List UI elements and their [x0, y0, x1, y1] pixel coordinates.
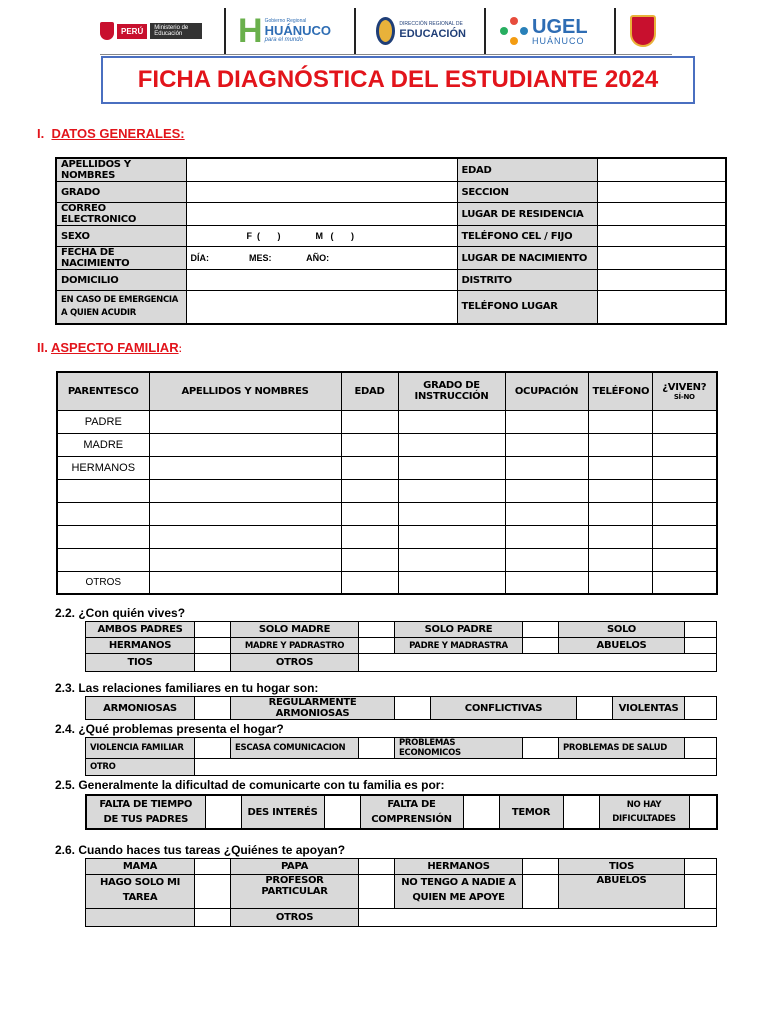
option-label: SOLO: [559, 622, 685, 638]
question-2-3: 2.3. Las relaciones familiares en tu hogar son:: [55, 681, 319, 695]
checkbox-cell[interactable]: [359, 859, 395, 875]
table-cell[interactable]: [652, 410, 717, 433]
table-row: [86, 759, 717, 776]
checkbox-cell[interactable]: [359, 622, 395, 638]
checkbox-cell[interactable]: [195, 859, 231, 875]
table-row: [86, 697, 717, 720]
educacion-label: EDUCACIÓN: [399, 27, 466, 40]
option-label: REGULARMENTE ARMONIOSAS: [231, 697, 395, 720]
table-cell[interactable]: [505, 479, 588, 502]
option-label: AMBOS PADRES: [86, 622, 195, 638]
checkbox-cell[interactable]: [689, 795, 717, 829]
checkbox-cell[interactable]: [523, 738, 559, 759]
table-cell[interactable]: [505, 502, 588, 525]
dre-label: DIRECCIÓN REGIONAL DE: [399, 21, 463, 28]
option-label: OTROS: [231, 654, 359, 672]
table-cell[interactable]: [652, 456, 717, 479]
q26-table: [85, 858, 717, 927]
option-label: NO TENGO A NADIE A QUIEN ME APOYE: [395, 875, 523, 909]
checkbox-cell[interactable]: [395, 697, 431, 720]
q24-table: [85, 737, 717, 776]
checkbox-cell[interactable]: [523, 875, 559, 909]
option-label: VIOLENTAS: [613, 697, 685, 720]
huanuco-label: HUÁNUCO: [264, 23, 332, 38]
option-label: PROBLEMAS DE SALUD: [559, 738, 685, 759]
table-cell[interactable]: [149, 410, 341, 433]
table-cell[interactable]: [149, 433, 341, 456]
field-label: EN CASO DE EMERGENCIA A QUIEN ACUDIR: [56, 291, 186, 324]
table-cell[interactable]: [341, 479, 398, 502]
domicilio-field[interactable]: [186, 270, 457, 291]
field-label: FECHA DE NACIMIENTO: [56, 247, 186, 270]
option-label: MADRE Y PADRASTRO: [231, 638, 359, 654]
row-label: [57, 502, 149, 525]
gob-regional-label: Gobierno Regional: [264, 18, 307, 24]
question-2-5: 2.5. Generalmente la dificultad de comunicarte con tu familia es por:: [55, 778, 445, 792]
logo-separator: [484, 8, 486, 54]
ugel-people-icon: [500, 17, 528, 45]
option-label: TEMOR: [499, 795, 563, 829]
table-cell[interactable]: [398, 433, 505, 456]
section-2-colon: :: [178, 344, 182, 355]
checkbox-cell[interactable]: [685, 638, 717, 654]
table-cell[interactable]: [505, 433, 588, 456]
option-label: OTRO: [86, 759, 195, 776]
checkbox-cell[interactable]: [195, 638, 231, 654]
table-cell[interactable]: [341, 571, 398, 594]
table-row: [86, 875, 717, 909]
otro-field[interactable]: [195, 759, 717, 776]
option-label: HERMANOS: [86, 638, 195, 654]
table-cell[interactable]: [588, 456, 652, 479]
column-header: [652, 372, 717, 410]
correo-field[interactable]: [186, 203, 457, 226]
field-label: LUGAR DE RESIDENCIA: [457, 203, 597, 226]
option-label: PROBLEMAS ECONOMICOS: [395, 738, 523, 759]
field-label: DISTRITO: [457, 270, 597, 291]
table-row: [56, 226, 726, 247]
shield-icon: [630, 15, 656, 47]
section-1-title: DATOS GENERALES:: [51, 126, 185, 141]
table-row: [86, 638, 717, 654]
gobierno-regional-huanuco-logo: [238, 10, 346, 52]
table-cell[interactable]: [341, 433, 398, 456]
row-label: OTROS: [57, 571, 149, 594]
column-header: PARENTESCO: [57, 372, 149, 410]
column-header: EDAD: [341, 372, 398, 410]
column-header: OCUPACIÓN: [505, 372, 588, 410]
field-label: EDAD: [457, 158, 597, 182]
ugel-logo: [500, 10, 600, 52]
table-row: [57, 479, 717, 502]
table-row: [56, 158, 726, 182]
table-cell[interactable]: [398, 525, 505, 548]
option-label: FALTA DE TIEMPO DE TUS PADRES: [86, 795, 205, 829]
table-cell[interactable]: [398, 502, 505, 525]
checkbox-cell[interactable]: [685, 697, 717, 720]
checkbox-cell[interactable]: [359, 875, 395, 909]
residencia-field[interactable]: [597, 203, 726, 226]
section-1-heading: [37, 126, 185, 141]
option-label: ESCASA COMUNICACION: [231, 738, 359, 759]
table-header-row: [57, 372, 717, 410]
question-2-6: 2.6. Cuando haces tus tareas ¿Quiénes te apoyan?: [55, 843, 346, 857]
checkbox-cell[interactable]: [563, 795, 599, 829]
checkbox-cell[interactable]: [685, 875, 717, 909]
row-label: PADRE: [57, 410, 149, 433]
table-cell[interactable]: [505, 571, 588, 594]
table-row: [86, 622, 717, 638]
field-label: APELLIDOS Y NOMBRES: [56, 158, 186, 182]
para-el-mundo-label: para el mundo: [264, 37, 303, 43]
table-cell[interactable]: [149, 456, 341, 479]
table-cell[interactable]: [505, 456, 588, 479]
table-cell[interactable]: [652, 479, 717, 502]
shield-logo: [630, 10, 656, 52]
lugar-nacimiento-field[interactable]: [597, 247, 726, 270]
column-header: GRADO DE INSTRUCCIÓN: [398, 372, 505, 410]
option-label: FALTA DE COMPRENSIÓN: [360, 795, 463, 829]
table-row: [57, 548, 717, 571]
sexo-field[interactable]: F ( ) M ( ): [186, 226, 457, 247]
checkbox-cell[interactable]: [685, 622, 717, 638]
option-label: PROFESOR PARTICULAR: [231, 875, 359, 909]
option-label: HAGO SOLO MI TAREA: [86, 875, 195, 909]
viven-subheader: SÍ-NO: [673, 392, 695, 401]
table-cell[interactable]: [588, 479, 652, 502]
table-cell[interactable]: [398, 410, 505, 433]
checkbox-cell[interactable]: [359, 638, 395, 654]
table-cell[interactable]: [149, 548, 341, 571]
table-row: [86, 909, 717, 927]
row-label: [57, 479, 149, 502]
option-label: VIOLENCIA FAMILIAR: [86, 738, 195, 759]
table-cell[interactable]: [398, 479, 505, 502]
checkbox-cell[interactable]: [205, 795, 241, 829]
checkbox-cell[interactable]: [577, 697, 613, 720]
option-label: PADRE Y MADRASTRA: [395, 638, 523, 654]
field-label: TELÉFONO LUGAR: [457, 291, 597, 324]
table-cell[interactable]: [588, 410, 652, 433]
option-label: DES INTERÉS: [241, 795, 324, 829]
option-label: MAMA: [86, 859, 195, 875]
section-2-title: ASPECTO FAMILIAR: [50, 340, 179, 355]
option-label: ABUELOS: [559, 638, 685, 654]
table-row: [57, 502, 717, 525]
option-label: SOLO PADRE: [395, 622, 523, 638]
h-letter-icon: H: [238, 12, 263, 50]
table-row: [86, 738, 717, 759]
edad-field[interactable]: [597, 158, 726, 182]
table-row: [56, 291, 726, 324]
table-cell[interactable]: [588, 525, 652, 548]
ugel-label: UGEL: [532, 15, 588, 38]
column-header: TELÉFONO: [588, 372, 652, 410]
table-cell[interactable]: [588, 433, 652, 456]
peru-shield-icon: [100, 22, 114, 40]
checkbox-cell[interactable]: [463, 795, 499, 829]
fecha-nacimiento-field[interactable]: DÍA: MES: AÑO:: [186, 247, 457, 270]
table-row: [57, 525, 717, 548]
table-row: [56, 182, 726, 203]
table-cell[interactable]: [588, 502, 652, 525]
table-cell[interactable]: [652, 548, 717, 571]
section-2-heading: [37, 340, 182, 355]
grado-field[interactable]: [186, 182, 457, 203]
q22-table: [85, 621, 717, 672]
table-cell[interactable]: [398, 548, 505, 571]
table-cell[interactable]: [588, 571, 652, 594]
otros-field[interactable]: [359, 909, 717, 927]
telefono-field[interactable]: [597, 226, 726, 247]
field-label: CORREO ELECTRONICO: [56, 203, 186, 226]
table-row: [57, 410, 717, 433]
table-cell[interactable]: [149, 479, 341, 502]
family-table: [56, 371, 718, 595]
q25-table: [85, 794, 718, 830]
checkbox-cell[interactable]: [195, 654, 231, 672]
checkbox-cell[interactable]: [523, 638, 559, 654]
checkbox-cell[interactable]: [195, 909, 231, 927]
seccion-field[interactable]: [597, 182, 726, 203]
logo-separator: [354, 8, 356, 54]
table-row: [56, 247, 726, 270]
section-1-number: I.: [37, 126, 45, 141]
peru-minedu-logo: [100, 10, 210, 52]
option-label: ABUELOS: [559, 875, 685, 909]
minedu-label: Ministerio de Educación: [150, 23, 202, 39]
table-cell[interactable]: [398, 456, 505, 479]
option-label: TIOS: [559, 859, 685, 875]
section-2-number: II.: [37, 340, 48, 355]
blank-cell: [86, 909, 195, 927]
table-cell[interactable]: [341, 502, 398, 525]
row-label: [57, 548, 149, 571]
dre-logo: [376, 10, 466, 52]
question-2-4: 2.4. ¿Qué problemas presenta el hogar?: [55, 722, 284, 736]
field-label: DOMICILIO: [56, 270, 186, 291]
q23-table: [85, 696, 717, 720]
option-label: CONFLICTIVAS: [431, 697, 577, 720]
table-cell[interactable]: [149, 571, 341, 594]
logo-separator: [614, 8, 616, 54]
checkbox-cell[interactable]: [523, 622, 559, 638]
option-label: SOLO MADRE: [231, 622, 359, 638]
field-label: SECCION: [457, 182, 597, 203]
checkbox-cell[interactable]: [195, 622, 231, 638]
column-header: APELLIDOS Y NOMBRES: [149, 372, 341, 410]
field-label: GRADO: [56, 182, 186, 203]
table-row: [57, 456, 717, 479]
row-label: HERMANOS: [57, 456, 149, 479]
table-row: [56, 203, 726, 226]
checkbox-cell[interactable]: [195, 697, 231, 720]
checkbox-cell[interactable]: [195, 738, 231, 759]
table-cell[interactable]: [588, 548, 652, 571]
table-cell[interactable]: [652, 571, 717, 594]
apellidos-nombres-field[interactable]: [186, 158, 457, 182]
table-cell[interactable]: [505, 525, 588, 548]
table-row: [86, 795, 717, 829]
general-data-table: [55, 157, 727, 325]
table-row: [56, 270, 726, 291]
table-cell[interactable]: [149, 525, 341, 548]
checkbox-cell[interactable]: [523, 859, 559, 875]
title-box: [101, 56, 695, 104]
table-cell[interactable]: [398, 571, 505, 594]
table-cell[interactable]: [652, 502, 717, 525]
table-row: [57, 433, 717, 456]
checkbox-cell[interactable]: [685, 859, 717, 875]
field-label: SEXO: [56, 226, 186, 247]
peru-label: PERÚ: [117, 24, 147, 39]
dre-seal-icon: [376, 17, 395, 45]
table-cell[interactable]: [505, 410, 588, 433]
table-row: [86, 654, 717, 672]
table-cell[interactable]: [341, 456, 398, 479]
table-cell[interactable]: [341, 410, 398, 433]
checkbox-cell[interactable]: [195, 875, 231, 909]
field-label: LUGAR DE NACIMIENTO: [457, 247, 597, 270]
table-cell[interactable]: [652, 433, 717, 456]
option-label: NO HAY DIFICULTADES: [599, 795, 689, 829]
option-label: TIOS: [86, 654, 195, 672]
option-label: OTROS: [231, 909, 359, 927]
logo-separator: [224, 8, 226, 54]
option-label: PAPA: [231, 859, 359, 875]
telefono-lugar-field[interactable]: [597, 291, 726, 324]
table-cell[interactable]: [149, 502, 341, 525]
table-cell[interactable]: [652, 525, 717, 548]
table-row: [86, 859, 717, 875]
distrito-field[interactable]: [597, 270, 726, 291]
option-label: ARMONIOSAS: [86, 697, 195, 720]
row-label: [57, 525, 149, 548]
checkbox-cell[interactable]: [359, 738, 395, 759]
table-row: [57, 571, 717, 594]
table-cell[interactable]: [505, 548, 588, 571]
header-underline: [100, 54, 672, 55]
otros-field[interactable]: [359, 654, 717, 672]
viven-header: ¿VIVEN?: [662, 381, 707, 393]
field-label: TELÉFONO CEL / FIJO: [457, 226, 597, 247]
row-label: MADRE: [57, 433, 149, 456]
emergencia-field[interactable]: [186, 291, 457, 324]
question-2-2: 2.2. ¿Con quién vives?: [55, 606, 186, 620]
table-cell[interactable]: [341, 548, 398, 571]
page-title: FICHA DIAGNÓSTICA DEL ESTUDIANTE 2024: [137, 66, 659, 93]
option-label: HERMANOS: [395, 859, 523, 875]
ugel-huanuco-label: HUÁNUCO: [532, 35, 585, 46]
checkbox-cell[interactable]: [685, 738, 717, 759]
checkbox-cell[interactable]: [324, 795, 360, 829]
table-cell[interactable]: [341, 525, 398, 548]
